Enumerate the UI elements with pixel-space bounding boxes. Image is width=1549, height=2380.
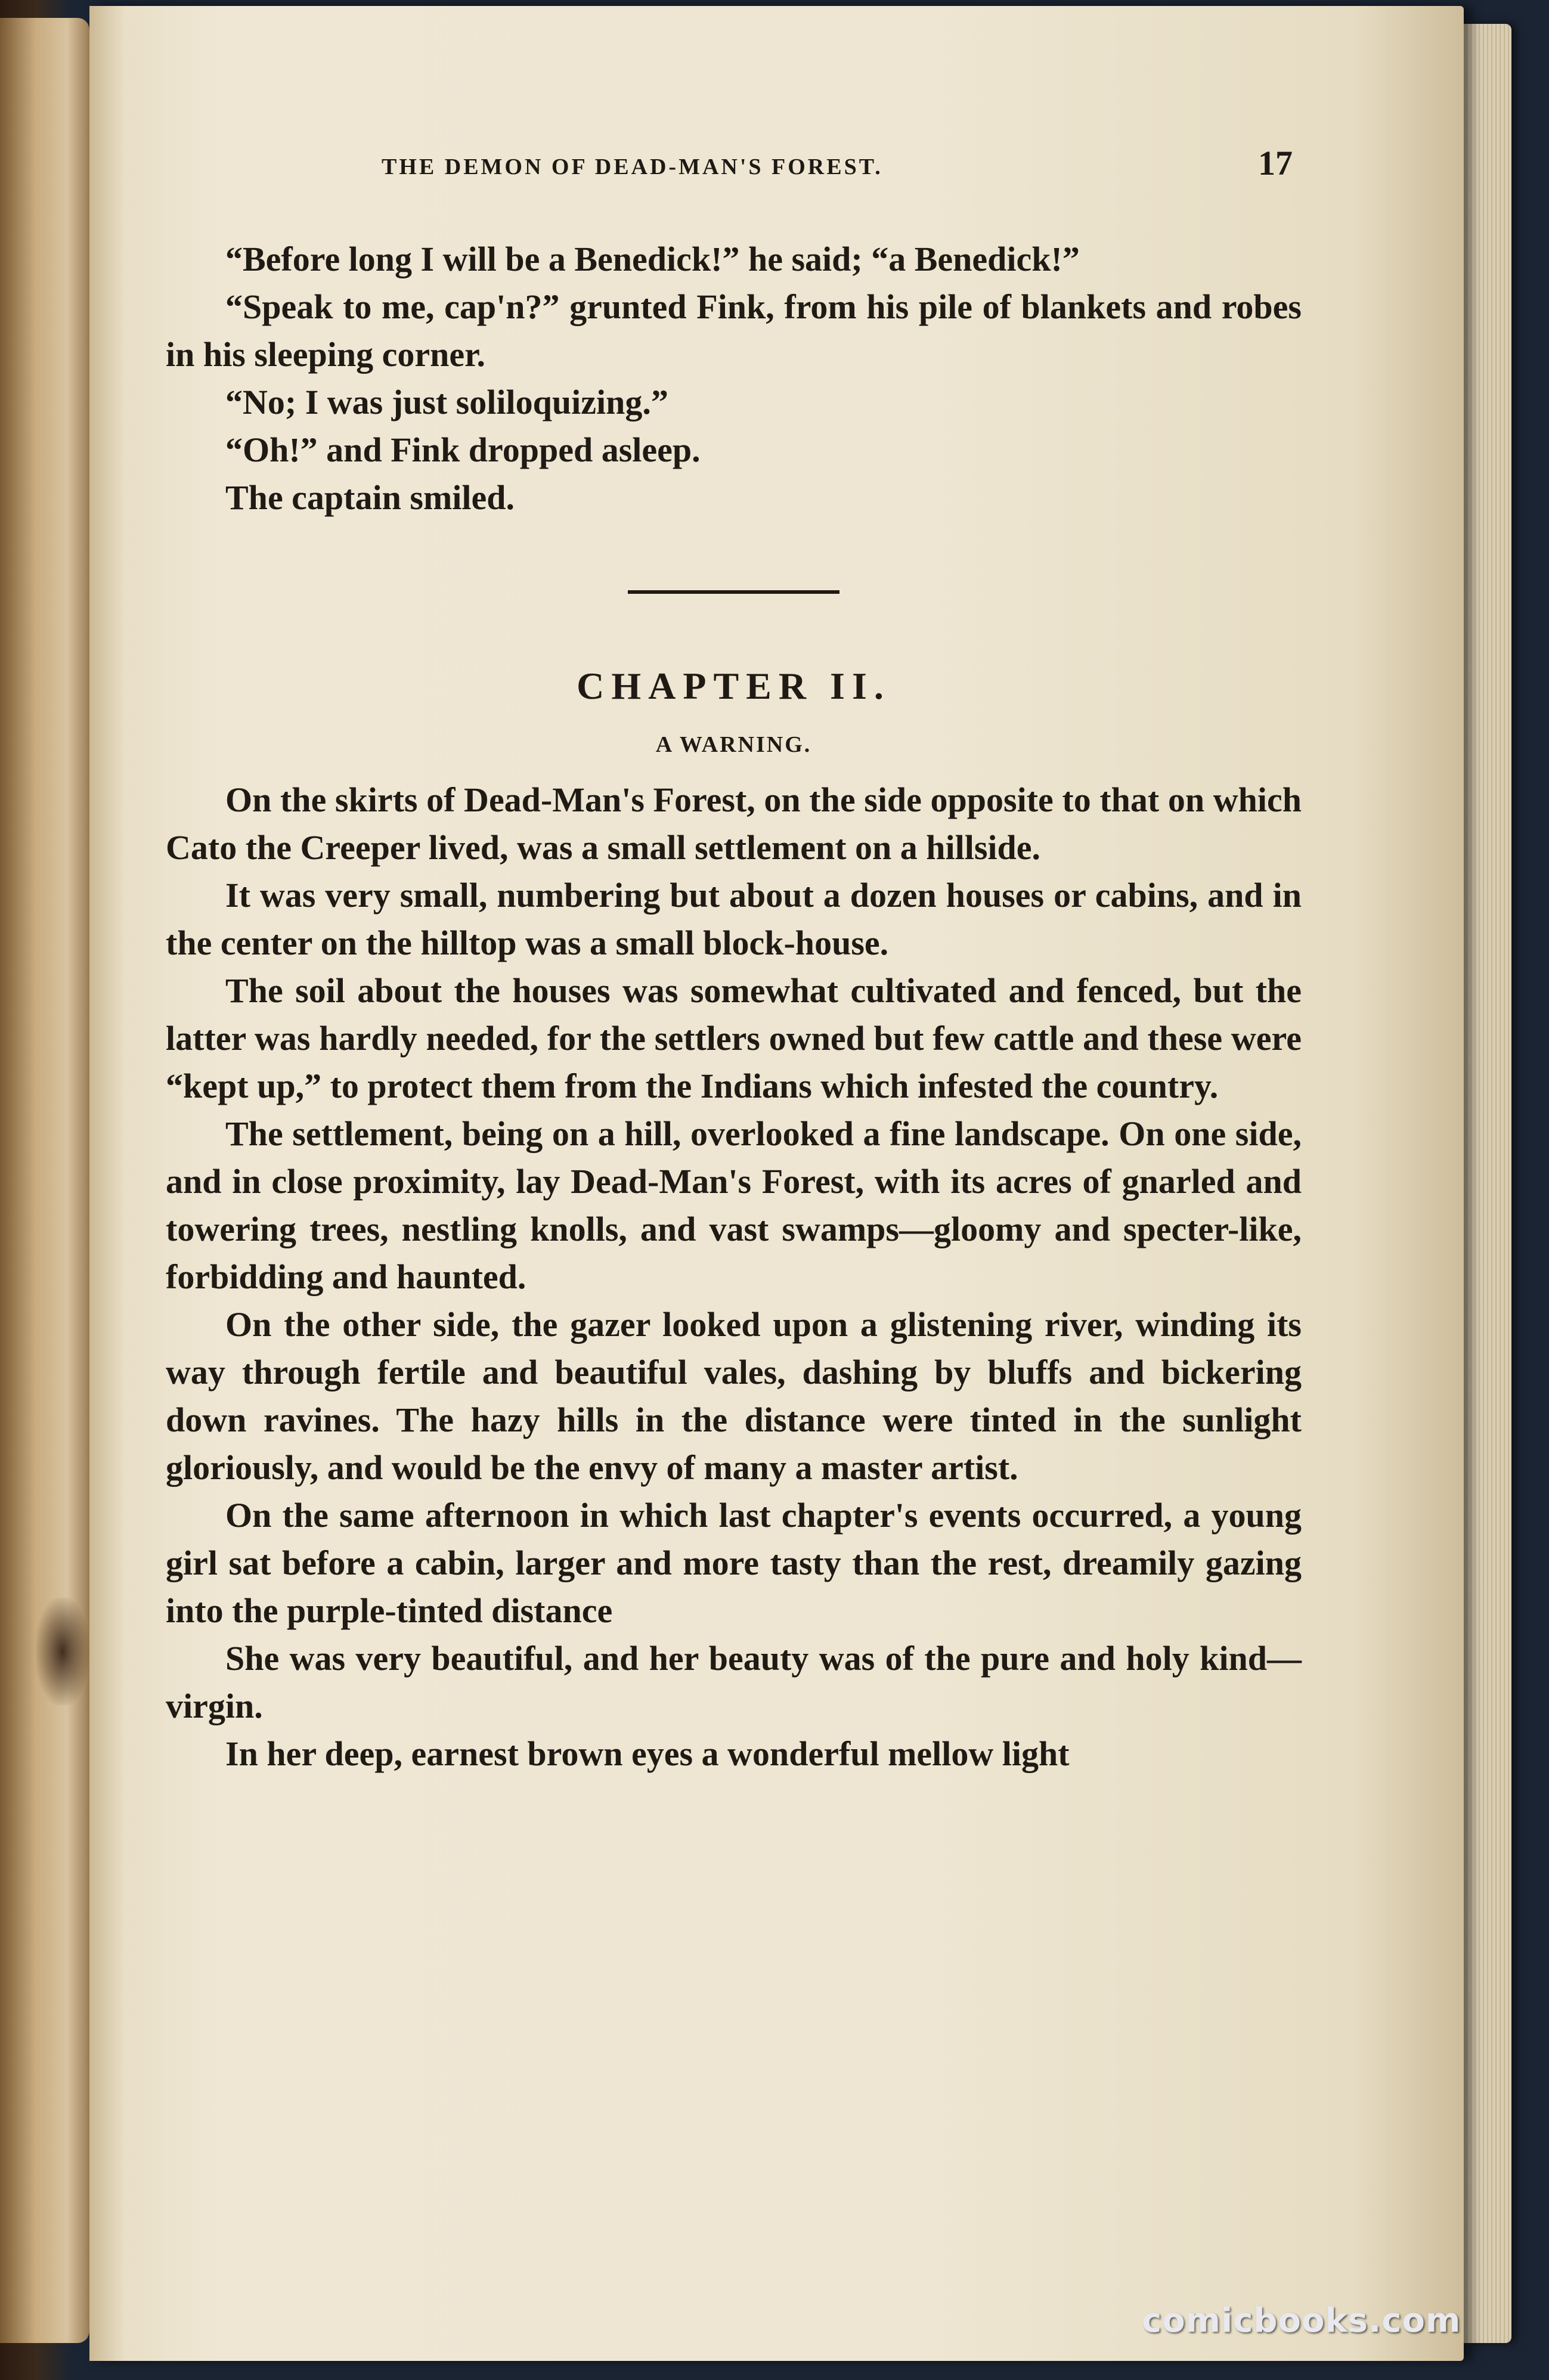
page-stain	[36, 1598, 89, 1705]
paragraph: “No; I was just soliloquizing.”	[225, 383, 668, 422]
paragraph: She was very beautiful, and her beauty was of the pure and holy kind—virgin.	[166, 1639, 1302, 1725]
paragraph: In her deep, earnest brown eyes a wonderful mellow light	[225, 1734, 1070, 1773]
paragraph: The settlement, being on a hill, overlooked a fine landscape. On one side, and in close proximity, lay Dead-Man's Forest, with its acres of gnarled and towering trees, nestling knolls, and vast swamps—gloomy and specter-like, forbidding and haunted.	[166, 1114, 1302, 1296]
paragraph: “Before long I will be a Benedick!” he said; “a Benedick!”	[225, 240, 1080, 278]
paragraph: On the skirts of Dead-Man's Forest, on the side opposite to that on which Cato the Creeper lived, was a small settlement on a hillside.	[166, 780, 1302, 867]
facing-page-edge	[0, 18, 89, 2343]
section-divider	[628, 590, 839, 594]
chapter-title: CHAPTER II.	[577, 665, 891, 707]
paragraph: “Oh!” and Fink dropped asleep.	[225, 430, 701, 469]
paragraph: The soil about the houses was somewhat cultivated and fenced, but the latter was hardly needed, for the settlers owned but few cattle and these were “kept up,” to protect them from the Indians which infested the country.	[166, 971, 1302, 1105]
paragraph: On the same afternoon in which last chapter's events occurred, a young girl sat before a cabin, larger and more tasty than the rest, dreamily gazing into the purple-tinted distance	[166, 1496, 1302, 1630]
paragraph: On the other side, the gazer looked upon a glistening river, winding its way through fertile and beautiful vales, dashing by bluffs and bickering down ravines. The hazy hills in the distance were tinted in the sunlight gloriously, and would be the envy of many a master artist.	[166, 1305, 1302, 1487]
paragraph: “Speak to me, cap'n?” grunted Fink, from his pile of blankets and robes in his sleeping corner.	[166, 287, 1302, 374]
running-head: THE DEMON OF DEAD-MAN'S FOREST.	[382, 154, 883, 179]
watermark: comicbooks.com	[1142, 2301, 1461, 2340]
paragraph: The captain smiled.	[225, 478, 515, 517]
text-block	[166, 235, 1302, 1778]
page-number: 17	[1258, 144, 1293, 182]
page-stack-edge	[1464, 24, 1511, 2343]
paragraph: It was very small, numbering but about a dozen houses or cabins, and in the center on the hilltop was a small block-house.	[166, 876, 1302, 962]
chapter-subtitle: A WARNING.	[655, 732, 812, 757]
